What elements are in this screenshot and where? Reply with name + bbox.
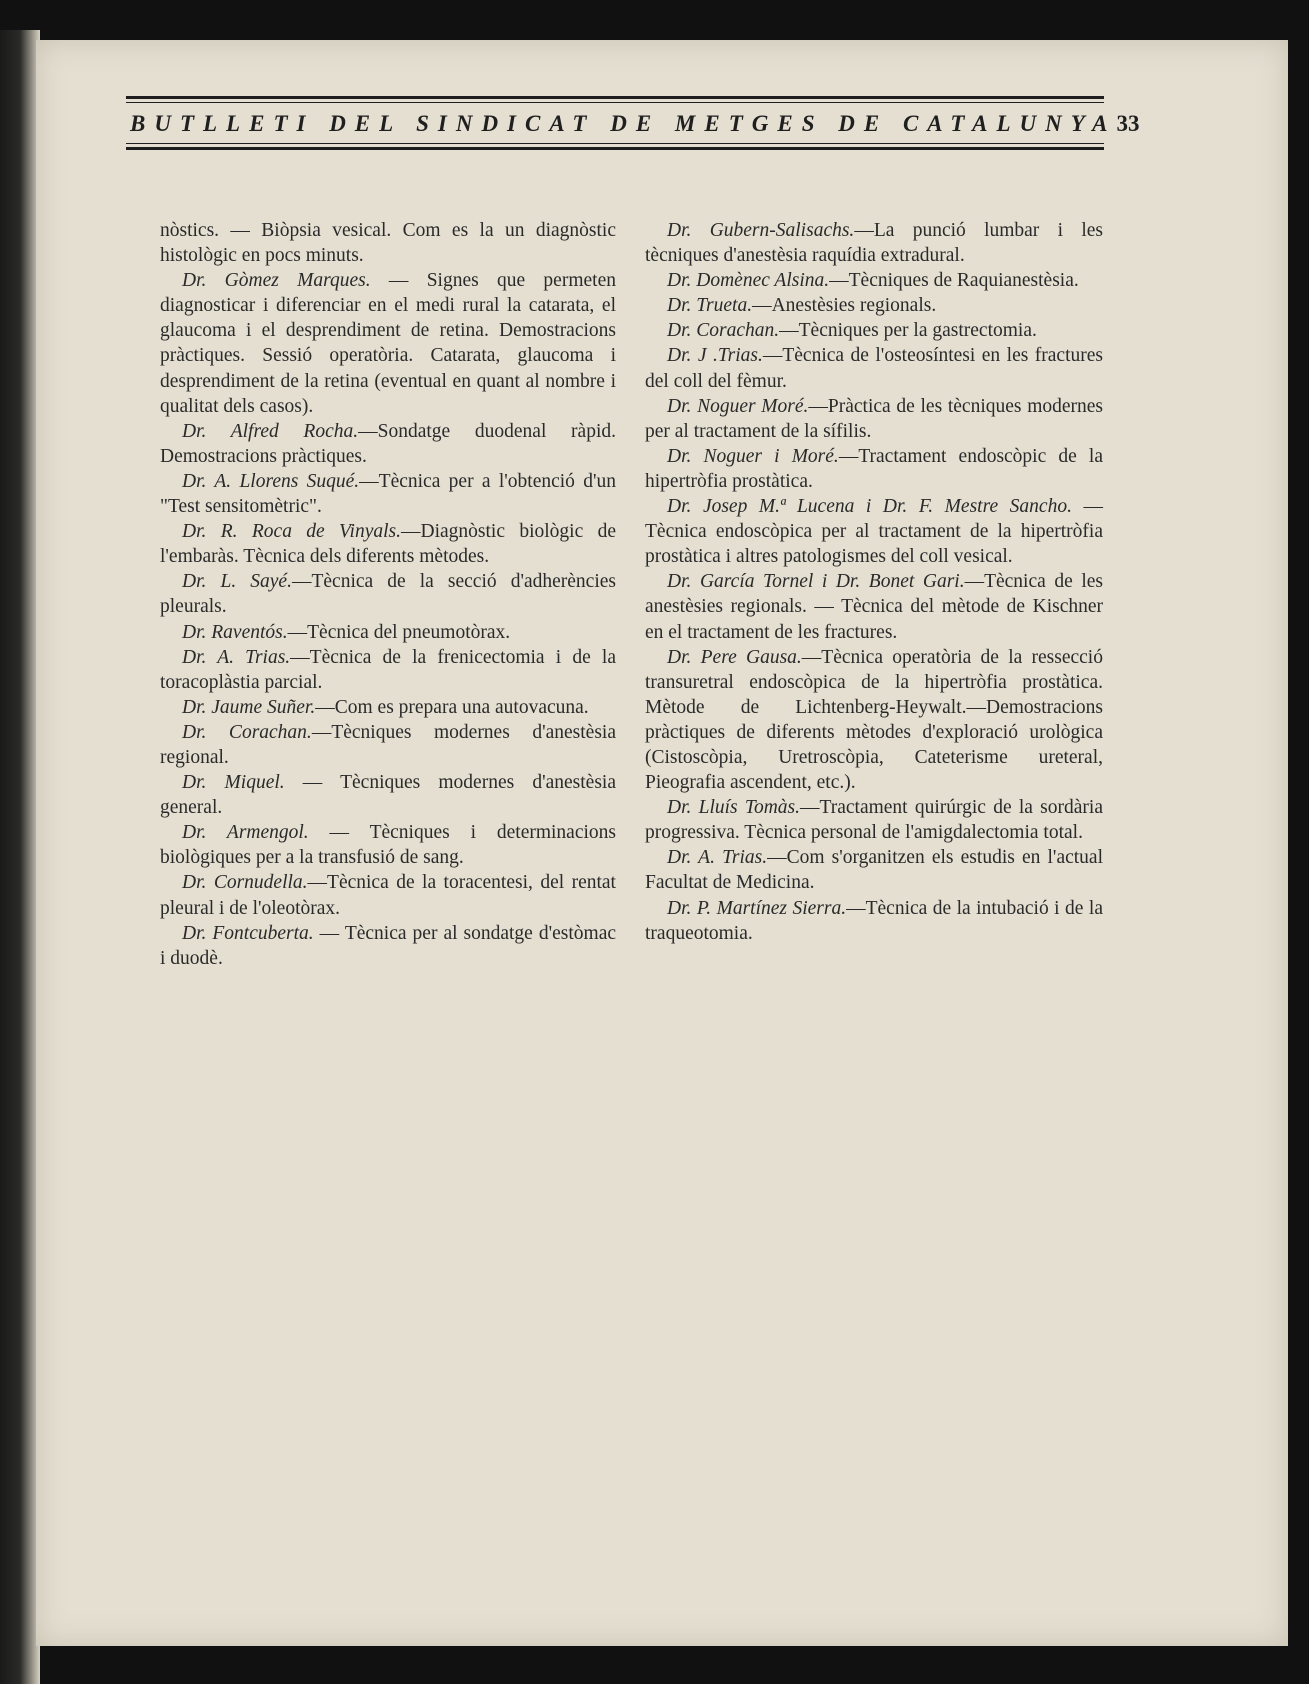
speaker-name: Dr. Armengol. [182,822,309,844]
entry [160,870,616,920]
entry [645,645,1103,796]
speaker-name: Dr. Miquel. [182,772,285,794]
entry [645,268,1103,293]
speaker-name: Dr. Josep M.ª Lucena i Dr. F. Mestre Sancho. [667,496,1072,518]
header-rule [126,96,1104,99]
entry [160,720,616,770]
entry [160,620,616,645]
entry [645,394,1103,444]
speaker-name: Dr. Lluís Tomàs. [667,797,800,819]
entry-text: —Pràctica de les tècniques modernes per al tractament de la sífilis. [645,395,1104,442]
right-column [645,218,1103,946]
entry [160,921,616,971]
speaker-name: Dr. Pere Gausa. [667,646,802,668]
entry-text: —Tècnica operatòria de la ressecció transuretral endoscòpica de la hipertròfia prostàtica. Mètode de Lichtenberg-Heywalt.—Demostracions pràctiques de diferents mètodes d'exploració urològica (Cistoscòpia, Uretroscòpia, Cateterisme ureteral, Pieografia ascendent, etc.). [645,646,1103,794]
speaker-name: Dr. Fontcuberta. [182,922,314,944]
entry-text: —Tractament endoscòpic de la hipertròfia prostàtica. [645,445,1103,492]
entry-text: —Tècnica de l'osteosíntesi en les fractures del coll del fèmur. [645,345,1103,392]
speaker-name: Dr. Domènec Alsina. [667,270,830,292]
entry-text: —Tractament quirúrgic de la sordària progressiva. Tècnica personal de l'amigdalectomia total. [645,797,1103,844]
entry-text: — Signes que permeten diagnosticar i diferenciar en el medi rural la catarata, el glaucoma i el desprendiment de retina. Demostracions pràctiques. Sessió operatòria. Catarata, glaucoma i desprendiment de la retina (eventual en quant al nombre i qualitat dels casos). [160,270,616,417]
entry-text: —Diagnòstic biològic de l'embaràs. Tècnica dels diferents mètodes. [160,521,616,568]
entry [645,845,1103,895]
entry-text: —Tècnica endoscòpica per al tractament de la hipertròfia prostàtica i altres patologismes del coll vesical. [645,496,1104,568]
entry [645,293,1103,318]
speaker-name: Dr. L. Sayé. [182,571,292,593]
entry-text: —Sondatge duodenal ràpid. Demostracions pràctiques. [160,420,616,467]
speaker-name: Dr. A. Llorens Suqué. [182,470,360,492]
entry [160,645,616,695]
entry-text: —Com es prepara una autovacuna. [315,696,589,718]
page-number: 33 [1116,111,1140,136]
entry [160,268,616,419]
entry-text: — Tècniques modernes d'anestèsia general. [160,772,616,819]
entry-text: —Tècnica per a l'obtenció d'un "Test sensitomètric". [160,470,616,518]
entry-text: —Tècnica de la frenicectomia i de la toracoplàstia parcial. [160,646,616,693]
speaker-name: Dr. García Tornel i Dr. Bonet Gari. [667,571,965,593]
header-row [126,103,1140,143]
entry [160,218,616,268]
entry [160,419,616,469]
speaker-name: Dr. R. Roca de Vinyals. [182,521,401,543]
entry [160,695,616,720]
speaker-name: Dr. Trueta. [667,295,753,317]
entry [645,444,1103,494]
header-rule [126,143,1104,144]
entry [645,318,1103,343]
entry-text: —La punció lumbar i les tècniques d'anestèsia raquídia extradural. [645,220,1104,267]
entry [160,469,616,519]
speaker-name: Dr. Corachan. [182,721,312,743]
running-header [126,96,1140,150]
entry-text: —Anestèsies regionals. [752,295,937,317]
running-title: BUTLLETI DEL SINDICAT DE METGES DE CATALUNYA [130,111,1117,136]
entry [645,795,1103,845]
speaker-name: Dr. A. Trias. [667,847,768,869]
speaker-name: Dr. P. Martínez Sierra. [667,897,847,919]
entry-text: —Tècniques de Raquianestèsia. [829,270,1079,292]
speaker-name: Dr. Cornudella. [182,872,308,894]
entry-text: —Tècnica del pneumotòrax. [287,621,511,643]
entry [160,820,616,870]
binding-edge [0,30,40,1684]
left-column [160,218,616,971]
header-rule [126,147,1104,150]
entry-text: —Tècnica de la toracentesi, del rentat pleural i de l'oleotòrax. [160,872,616,919]
entry [645,218,1103,268]
entry [160,519,616,569]
entry [160,569,616,619]
speaker-name: Dr. Corachan. [667,320,780,342]
entry-text: — Tècniques i determinacions biològiques per a la transfusió de sang. [160,822,616,869]
speaker-name: Dr. Gòmez Marques. [182,270,371,292]
speaker-name: Dr. Alfred Rocha. [182,420,359,442]
entry-text: —Tècniques per la gastrectomia. [779,320,1037,342]
speaker-name: Dr. Jaume Suñer. [182,696,316,718]
speaker-name: Dr. A. Trias. [182,646,291,668]
entry-text: — Tècnica per al sondatge d'estòmac i duodè. [160,922,616,969]
entry [645,494,1103,569]
entry-text: —Tècnica de la secció d'adherències pleurals. [160,571,616,618]
entry-text: nòstics. — Biòpsia vesical. Com es la un diagnòstic histològic en pocs minuts. [160,220,616,267]
entry-text: —Tècniques modernes d'anestèsia regional. [160,721,616,768]
entry-text: —Com s'organitzen els estudis en l'actual Facultat de Medicina. [645,847,1103,894]
speaker-name: Dr. Noguer i Moré. [667,445,839,467]
entry [645,343,1103,393]
entry [645,569,1103,644]
entry-text: —Tècnica de la intubació i de la traqueotomia. [645,897,1104,944]
entry [160,770,616,820]
speaker-name: Dr. Noguer Moré. [667,395,809,417]
entry [645,896,1103,946]
speaker-name: Dr. Gubern-Salisachs. [667,220,855,241]
entry-text: —Tècnica de les anestèsies regionals. — Tècnica del mètode de Kischner en el tractament de les fractures. [645,571,1103,643]
speaker-name: Dr. Raventós. [182,621,288,643]
speaker-name: Dr. J .Trias. [667,345,763,367]
